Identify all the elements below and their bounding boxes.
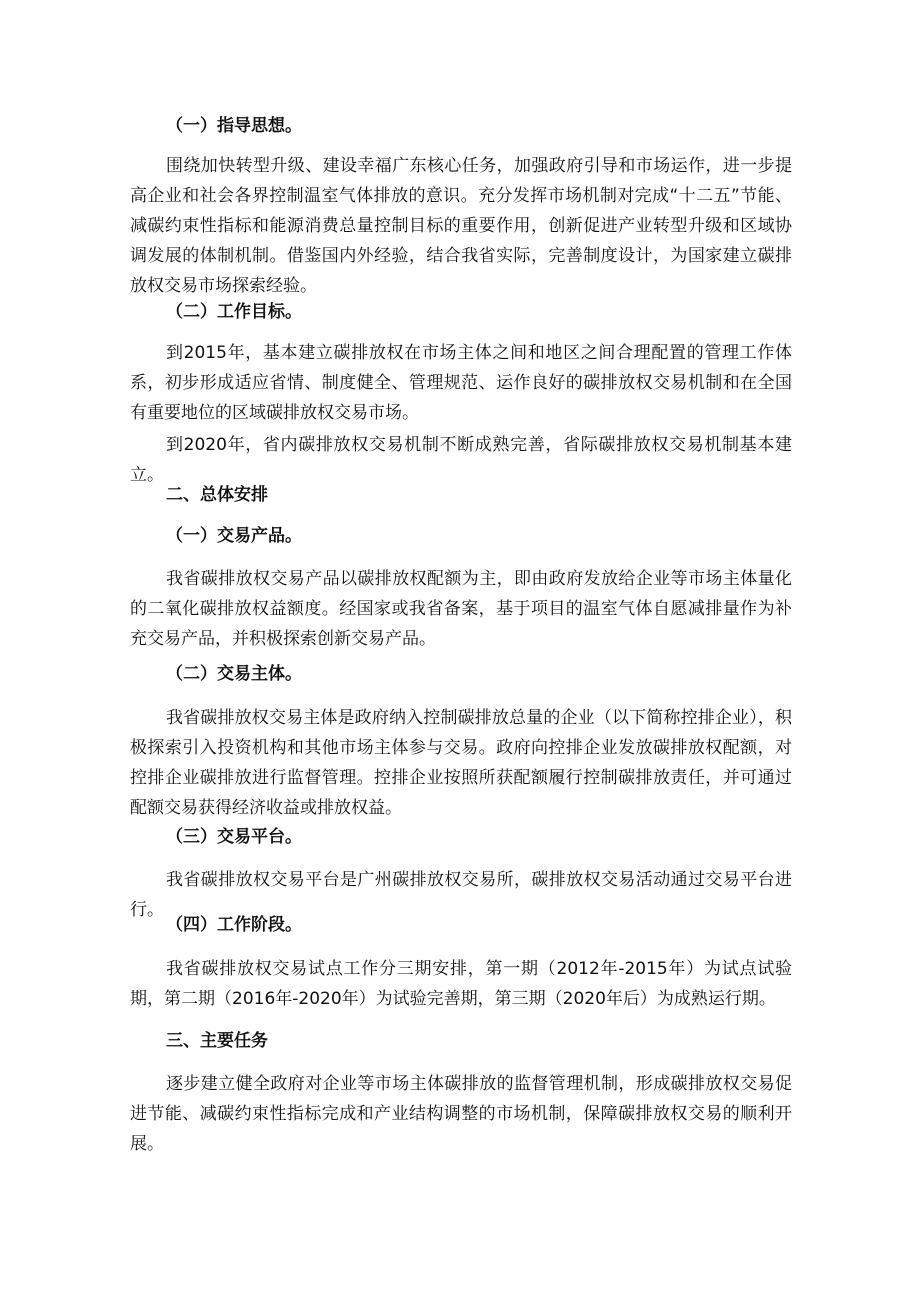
paragraph-work-phases: 我省碳排放权交易试点工作分三期安排，第一期（2012年-2015年）为试点试验期，第二期（2016年-2020年）为试验完善期，第三期（2020年后）为成熟运行期。	[130, 959, 792, 1009]
paragraph-goals-2020: 到2020年，省内碳排放权交易机制不断成熟完善，省际碳排放权交易机制基本建立。	[130, 435, 792, 485]
paragraph-trading-products: 我省碳排放权交易产品以碳排放权配额为主，即由政府发放给企业等市场主体量化的二氧化碳排放权益额度。经国家或我省备案，基于项目的温室气体自愿减排量作为补充交易产品，并积极探索创新交易产品。	[130, 569, 792, 649]
subheading-trading-entities: （二）交易主体。	[166, 664, 302, 684]
subheading-trading-platform: （三）交易平台。	[166, 827, 302, 847]
paragraph-main-tasks: 逐步建立健全政府对企业等市场主体碳排放的监督管理机制，形成碳排放权交易促进节能、减碳约束性指标完成和产业结构调整的市场机制，保障碳排放权交易的顺利开展。	[130, 1074, 792, 1154]
subheading-trading-products: （一）交易产品。	[166, 526, 302, 546]
paragraph-goals-2015: 到2015年，基本建立碳排放权在市场主体之间和地区之间合理配置的管理工作体系，初步形成适应省情、制度健全、管理规范、运作良好的碳排放权交易机制和在全国有重要地位的区域碳排放权交易市场。	[130, 343, 792, 423]
subheading-guiding-ideology: （一）指导思想。	[166, 116, 302, 136]
paragraph-trading-entities: 我省碳排放权交易主体是政府纳入控制碳排放总量的企业（以下简称控排企业），积极探索引入投资机构和其他市场主体参与交易。政府向控排企业发放碳排放权配额，对控排企业碳排放进行监督管理。控排企业按照所获配额履行控制碳排放责任，并可通过配额交易获得经济收益或排放权益。	[130, 708, 792, 818]
subheading-work-goals: （二）工作目标。	[166, 302, 302, 322]
section-heading-main-tasks: 三、主要任务	[166, 1031, 268, 1051]
paragraph-guiding-ideology: 围绕加快转型升级、建设幸福广东核心任务，加强政府引导和市场运作，进一步提高企业和社会各界控制温室气体排放的意识。充分发挥市场机制对完成“十二五”节能、减碳约束性指标和能源消费总量控制目标的重要作用，创新促进产业转型升级和区域协调发展的体制机制。借鉴国内外经验，结合我省实际，完善制度设计，为国家建立碳排放权交易市场探索经验。	[130, 156, 792, 296]
paragraph-trading-platform: 我省碳排放权交易平台是广州碳排放权交易所，碳排放权交易活动通过交易平台进行。	[130, 870, 792, 920]
subheading-work-phases: （四）工作阶段。	[166, 915, 302, 935]
section-heading-overall-arrangement: 二、总体安排	[166, 485, 268, 505]
